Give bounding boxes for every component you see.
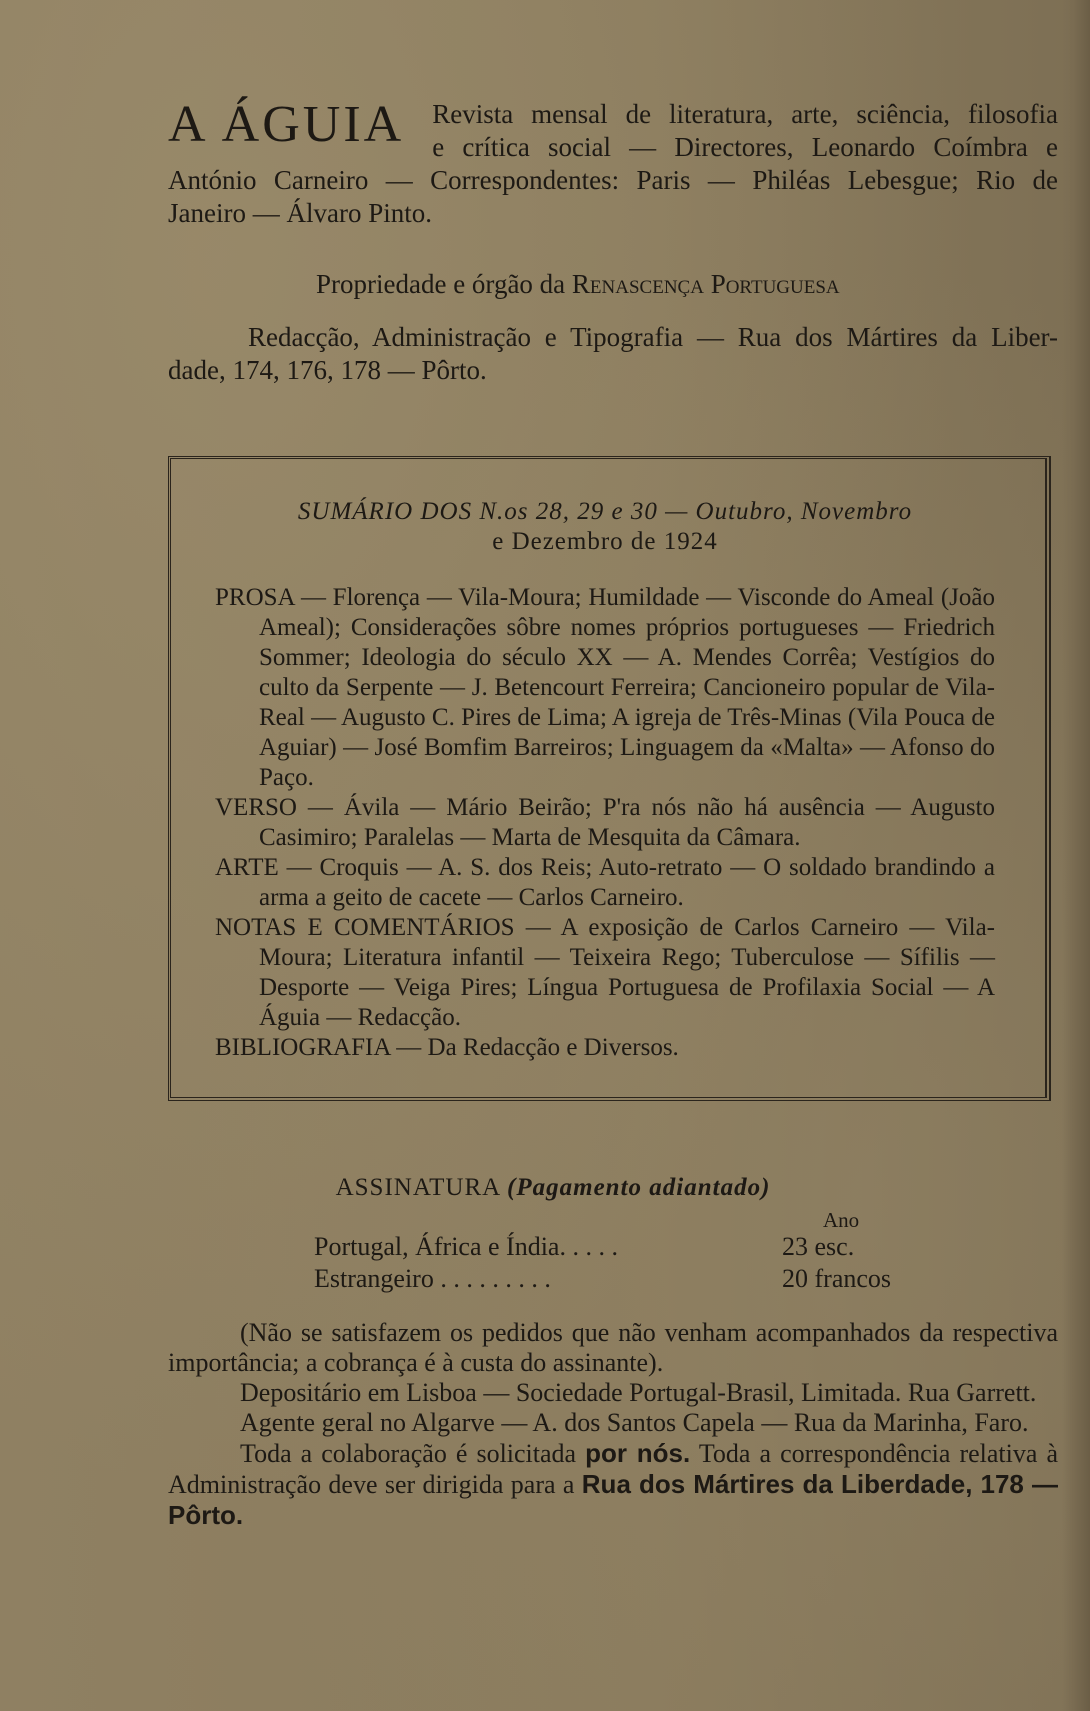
note-collab-part-2: Toda a correspondência relativa à Administração deve ser dirigida para a [168, 1439, 1059, 1499]
subscription-row-value: 23 esc. [782, 1232, 855, 1261]
summary-date: e Dezembro de 1924 [492, 528, 718, 555]
summary-entries [215, 583, 995, 1063]
summary-content [215, 497, 995, 1063]
summary-entry-arte: ARTE — Croquis — A. S. dos Reis; Auto-retrato — O soldado brandindo a arma a geito de cacete — Carlos Carneiro. [215, 854, 995, 911]
note-collab-address: Rua dos Mártires da Liberdade, 178 — Pôrto. [168, 1469, 1058, 1530]
summary-entry-notas: NOTAS E COMENTÁRIOS — A exposição de Carlos Carneiro — Vila-Moura; Literatura infantil — Teixeira Rego; Tuberculose — Sífilis — Desporte — Veiga Pires; Língua Portuguesa de Profilaxia Social — A Águia — Redacção. [215, 914, 995, 1031]
address-line-1: Redacção, Administração e Tipografia — Rua dos Mártires da Liber- [248, 322, 1058, 352]
note-collab-part-1: Toda a colaboração é solicitada [240, 1439, 586, 1468]
note-agent: Agente geral no Algarve — A. dos Santos Capela — Rua da Marinha, Faro. [240, 1408, 1029, 1437]
subscription-row-label: Portugal, África e Índia. . . . . [314, 1232, 618, 1261]
ownership-prefix: Propriedade e órgão da [316, 269, 572, 299]
summary-entry-verso: VERSO — Ávila — Mário Beirão; P'ra nós não há ausência — Augusto Casimiro; Paralelas — Marta de Mesquita da Câmara. [215, 794, 995, 851]
masthead-title: A ÁGUIA [168, 96, 405, 153]
subscription-title [168, 1174, 1058, 1202]
description-line-1: Revista mensal de literatura, arte, sciência, filosofia [432, 99, 1058, 129]
note-collab-emphasis: por nós. [585, 1438, 691, 1468]
ownership-line [168, 268, 1058, 301]
subscription-block [168, 1174, 1058, 1293]
address-line-2: dade, 174, 176, 178 — Pôrto. [168, 355, 487, 385]
notes-block [168, 1318, 1058, 1531]
summary-entry-prosa: PROSA — Florença — Vila-Moura; Humildade — Visconde do Ameal (João Ameal); Considerações sôbre nomes próprios portugueses — Friedrich Sommer; Ideologia do século XX — A. Mendes Corrêa; Vestígios do culto da Serpente — J. Betencourt Ferreira; Cancioneiro popular de Vila-Real — Augusto C. Pires de Lima; A igreja de Três-Minas (Vila Pouca de Aguiar) — José Bomfim Barreiros; Linguagem da «Malta» — Afonso do Paço. [215, 584, 995, 791]
note-payment: (Não se satisfazem os pedidos que não venham acompanhados da respectiva importância; a cobrança é à custa do assinante). [168, 1318, 1058, 1377]
summary-box [168, 456, 1051, 1101]
masthead-description [432, 98, 1058, 164]
subscription-row-label: Estrangeiro . . . . . . . . . [314, 1264, 551, 1293]
subscription-column-header: Ano [823, 1208, 860, 1232]
description-line-3: António Carneiro — Correspondentes: Paris — Philéas Lebesgue; Rio de [168, 165, 1058, 195]
subscription-row-value: 20 francos [782, 1264, 892, 1293]
summary-title: SUMÁRIO DOS N.os 28, 29 e 30 — Outubro, Novembro [297, 498, 913, 525]
description-line-4: Janeiro — Álvaro Pinto. [168, 198, 432, 228]
header-block [168, 98, 1058, 387]
note-collaboration [168, 1438, 1058, 1531]
summary-title-line-2 [215, 527, 995, 557]
subscription-row-estrangeiro [314, 1264, 551, 1294]
subscription-title-note: (Pagamento adiantado) [507, 1174, 771, 1201]
ownership-organization: Renascença Portuguesa [571, 269, 840, 299]
page-edge [1062, 0, 1090, 1711]
note-depositary: Depositário em Lisboa — Sociedade Portugal-Brasil, Limitada. Rua Garrett. [240, 1378, 1037, 1407]
description-line-2: e crítica social — Directores, Leonardo Coímbra e [432, 132, 1058, 162]
summary-entry-bibliografia: BIBLIOGRAFIA — Da Redacção e Diversos. [215, 1034, 679, 1061]
subscription-title-text: ASSINATURA [335, 1174, 500, 1201]
subscription-row-portugal [314, 1232, 618, 1262]
masthead-row [168, 98, 1058, 164]
